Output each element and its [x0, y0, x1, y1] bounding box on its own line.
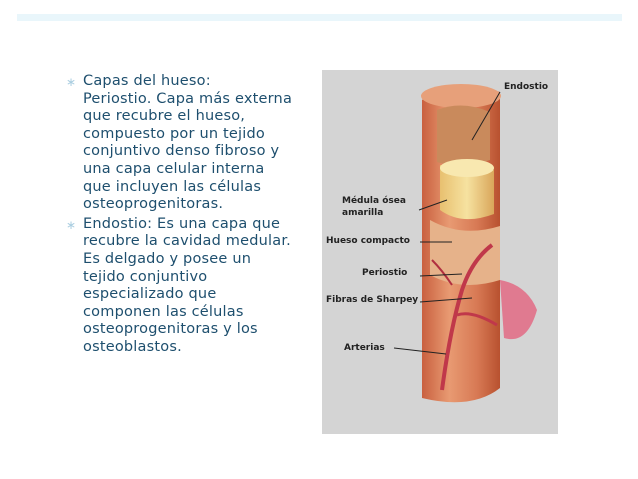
- label-fibras: Fibras de Sharpey: [326, 295, 419, 305]
- bone-top-face: [421, 84, 501, 108]
- bullet-item-capas: [64, 73, 296, 214]
- bullet-list: [64, 73, 296, 357]
- label-periostio: Periostio: [362, 268, 408, 278]
- bullet-item-endostio: [64, 216, 296, 357]
- bullet-icon: ∗: [66, 217, 77, 232]
- label-medula-line2: amarilla: [342, 208, 384, 218]
- label-medula-line1: Médula ósea: [342, 196, 406, 206]
- label-arterias: Arterias: [344, 343, 385, 353]
- marrow-top: [440, 159, 494, 177]
- label-hueso-compacto: Hueso compacto: [326, 236, 410, 246]
- bone-illustration: [322, 70, 558, 434]
- bullet-icon: ∗: [66, 75, 77, 89]
- bone-diagram: [322, 70, 558, 434]
- bullet-body: Endostio: Es una capa que recubre la cavidad medular. Es delgado y posee un tejido conjuntivo especializado que componen las células osteoprogenitoras y los osteoblastos.: [83, 215, 291, 355]
- bullet-heading: Capas del hueso:: [83, 73, 211, 89]
- spongy-bone: [437, 105, 490, 165]
- label-endostio: Endostio: [504, 82, 549, 92]
- periosteum-flap: [500, 280, 537, 339]
- slide: [17, 14, 622, 438]
- bullet-body: Periostio. Capa más externa que recubre el hueso, compuesto por un tejido conjuntivo denso fibroso y una capa celular interna que incluyen las células osteoprogenitoras.: [83, 90, 293, 213]
